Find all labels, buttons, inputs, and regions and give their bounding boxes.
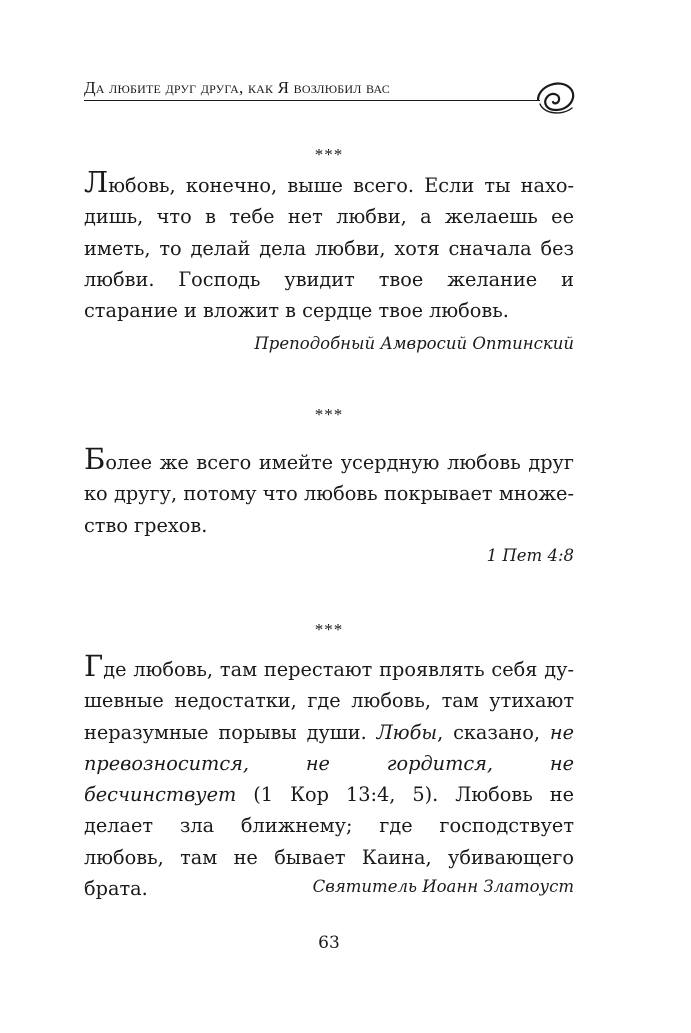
quote-italic: не превозносится, не гордится, не бесчинствует <box>84 720 574 807</box>
quote-italic: Любы <box>376 720 438 744</box>
running-title: Да любите друг друга, как Я возлюбил вас <box>84 78 390 97</box>
quote-body: олее же всего имейте усердную любовь друг ко другу, потому что любовь покрывает множество грехов. <box>84 451 574 537</box>
quote-text <box>84 649 574 904</box>
drop-cap: Б <box>84 442 106 476</box>
quote-body: , сказано, <box>437 720 550 744</box>
drop-cap: Л <box>84 165 109 199</box>
swirl-ornament-icon <box>530 74 578 118</box>
section-separator: *** <box>314 405 344 424</box>
quote-body: (1 Кор 13:4, 5). Любовь не делает зла ближнему; где господствует любовь, там не бывает Каина, убивающего брата. <box>84 783 574 901</box>
quote-text <box>84 165 574 326</box>
quote-attribution: Преподобный Амвросий Оптинский <box>254 334 574 353</box>
book-page <box>84 0 574 1033</box>
quote-text <box>84 442 574 541</box>
quote-attribution: 1 Пет 4:8 <box>486 546 574 565</box>
quote-attribution: Святитель Иоанн Златоуст <box>312 877 574 896</box>
drop-cap: Г <box>84 649 104 683</box>
quote-body: де любовь, там перестают проявлять себя душевные недостатки, где любовь, там утихают неразумные порывы души. <box>84 658 574 744</box>
header-rule <box>84 100 540 101</box>
quote-body: юбовь, конечно, выше всего. Если ты находишь, что в тебе нет любви, а желаешь ее иметь, то делай дела любви, хотя сначала без любви. Господь увидит твое желание и старание и вложит в сердце твое любовь. <box>84 174 574 323</box>
page-number: 63 <box>318 933 340 953</box>
section-separator: *** <box>314 620 344 639</box>
section-separator: *** <box>314 145 344 164</box>
running-header <box>84 74 574 126</box>
